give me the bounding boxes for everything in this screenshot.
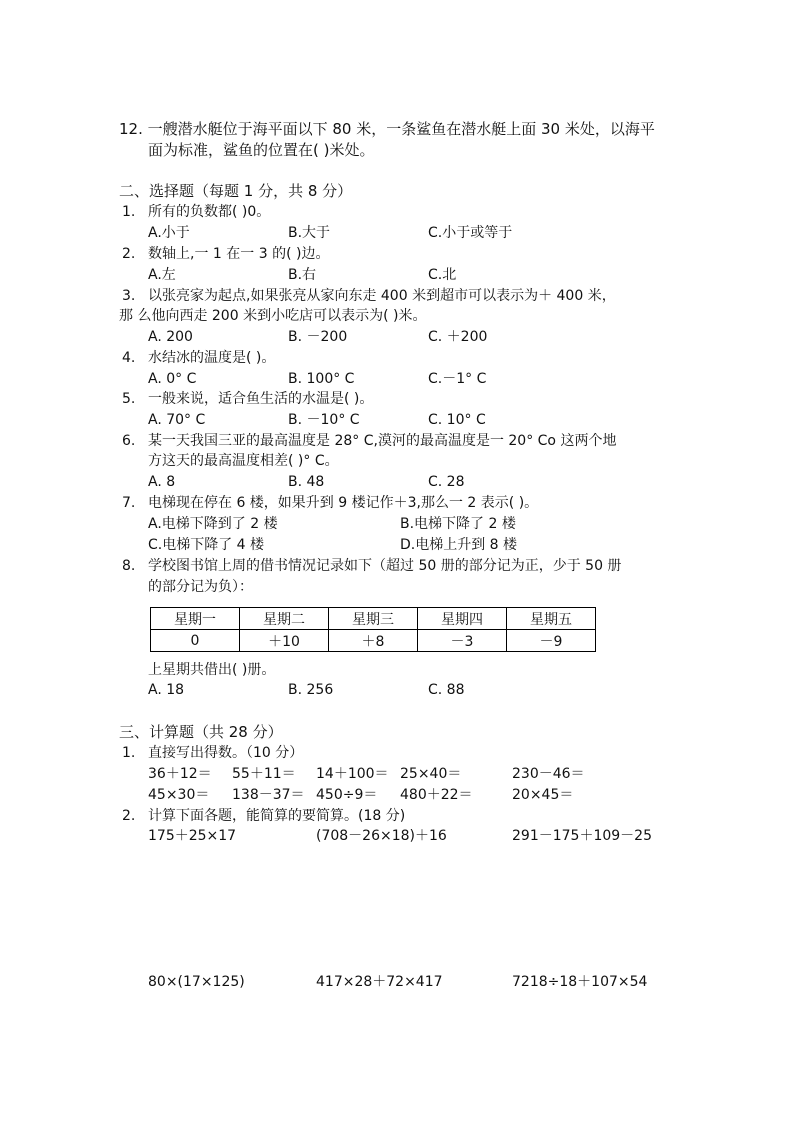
s2-q1-option-c: C.小于或等于 bbox=[428, 225, 513, 241]
s2-q3-text: 以张亮家为起点,如果张亮从家向东走 400 米到超市可以表示为＋ 400 米， bbox=[148, 288, 616, 304]
s2-q3-option-a: A. 200 bbox=[148, 329, 193, 345]
calc-item: 55＋11＝ bbox=[232, 766, 296, 782]
s2-q5-option-a: A. 70° C bbox=[148, 412, 206, 428]
calc-item: 450÷9＝ bbox=[316, 787, 378, 803]
section3-title: 三、计算题（共 28 分） bbox=[119, 723, 283, 741]
s2-q7-num: 7. bbox=[122, 495, 136, 511]
calc-item: 36＋12＝ bbox=[148, 766, 212, 782]
s2-q2-text: 数轴上,一 1 在一 3 的( )边。 bbox=[148, 246, 330, 262]
s2-q7-option-b: B.电梯下降了 2 楼 bbox=[400, 516, 516, 532]
table-header-cell: 星期一 bbox=[151, 608, 240, 630]
s2-q1-option-a: A.小于 bbox=[148, 225, 190, 241]
s2-q7-option-a: A.电梯下降到了 2 楼 bbox=[148, 516, 278, 532]
s3-q2-num: 2. bbox=[122, 808, 136, 824]
table-cell: ＋8 bbox=[329, 630, 418, 652]
table-header-cell: 星期二 bbox=[240, 608, 329, 630]
borrow-record-table bbox=[150, 607, 596, 652]
calc-item: 230－46＝ bbox=[512, 766, 585, 782]
calc-item: 175＋25×17 bbox=[148, 828, 237, 844]
s2-q7-option-d: D.电梯上升到 8 楼 bbox=[400, 537, 518, 553]
calc-item: 25×40＝ bbox=[400, 766, 462, 782]
s2-q6-option-b: B. 48 bbox=[288, 474, 325, 490]
s2-q1-num: 1. bbox=[122, 204, 136, 220]
s2-q3-num: 3. bbox=[122, 288, 136, 304]
calc-item: 14＋100＝ bbox=[316, 766, 389, 782]
calc-item: (708－26×18)＋16 bbox=[316, 828, 447, 844]
s2-q2-option-a: A.左 bbox=[148, 267, 176, 283]
table-cell: －9 bbox=[507, 630, 596, 652]
s2-q5-num: 5. bbox=[122, 391, 136, 407]
s3-q1-text: 直接写出得数。（10 分） bbox=[148, 745, 304, 761]
s2-q6-text2: 方这天的最高温度相差( )° C。 bbox=[148, 453, 339, 469]
s3-q1-num: 1. bbox=[122, 745, 136, 761]
s2-q4-text: 水结冰的温度是( )。 bbox=[148, 350, 276, 366]
s2-q3-option-c: C. ＋200 bbox=[428, 329, 488, 345]
s2-q8-after: 上星期共借出( )册。 bbox=[148, 662, 276, 678]
s2-q2-option-c: C.北 bbox=[428, 267, 457, 283]
table-header-cell: 星期四 bbox=[418, 608, 507, 630]
s2-q5-text: 一般来说，适合鱼生活的水温是( )。 bbox=[148, 391, 374, 407]
s2-q4-option-a: A. 0° C bbox=[148, 371, 197, 387]
s2-q4-num: 4. bbox=[122, 350, 136, 366]
s2-q1-option-b: B.大于 bbox=[288, 225, 331, 241]
table-header-row bbox=[151, 608, 596, 630]
table-cell: －3 bbox=[418, 630, 507, 652]
q12-line1: 12. 一艘潜水艇位于海平面以下 80 米，一条鲨鱼在潜水艇上面 30 米处，以海平 bbox=[119, 120, 655, 138]
calc-item: 291－175＋109－25 bbox=[512, 828, 652, 844]
s3-q2-text: 计算下面各题，能简算的要简算。(18 分) bbox=[148, 808, 406, 824]
s2-q8-option-b: B. 256 bbox=[288, 682, 334, 698]
s2-q8-text2: 的部分记为负）： bbox=[148, 579, 253, 595]
s2-q8-text: 学校图书馆上周的借书情况记录如下（超过 50 册的部分记为正，少于 50 册 bbox=[148, 558, 622, 574]
table-cell: 0 bbox=[151, 630, 240, 652]
s2-q3-text2: 那 么他向西走 200 米到小吃店可以表示为( )米。 bbox=[119, 308, 427, 324]
calc-item: 480＋22＝ bbox=[400, 787, 473, 803]
calc-item: 80×(17×125) bbox=[148, 974, 245, 990]
s2-q7-text: 电梯现在停在 6 楼，如果升到 9 楼记作＋3,那么一 2 表示( )。 bbox=[148, 495, 539, 511]
section2-title: 二、选择题（每题 1 分，共 8 分） bbox=[119, 182, 353, 200]
table-row bbox=[151, 630, 596, 652]
calc-item: 7218÷18＋107×54 bbox=[512, 974, 648, 990]
table-cell: ＋10 bbox=[240, 630, 329, 652]
s2-q8-option-a: A. 18 bbox=[148, 682, 185, 698]
s2-q1-text: 所有的负数都( )0。 bbox=[148, 204, 271, 220]
s2-q8-num: 8. bbox=[122, 558, 136, 574]
calc-item: 45×30＝ bbox=[148, 787, 210, 803]
s2-q5-option-b: B. －10° C bbox=[288, 412, 360, 428]
s2-q6-text: 某一天我国三亚的最高温度是 28° C,漠河的最高温度是一 20° Co 这两个地 bbox=[148, 433, 617, 449]
calc-item: 417×28＋72×417 bbox=[316, 974, 443, 990]
s2-q4-option-c: C.－1° C bbox=[428, 371, 487, 387]
s2-q6-option-c: C. 28 bbox=[428, 474, 465, 490]
s2-q2-option-b: B.右 bbox=[288, 267, 317, 283]
s2-q6-num: 6. bbox=[122, 433, 136, 449]
table-header-cell: 星期五 bbox=[507, 608, 596, 630]
s2-q2-num: 2. bbox=[122, 246, 136, 262]
s2-q3-option-b: B. －200 bbox=[288, 329, 348, 345]
s2-q7-option-c: C.电梯下降了 4 楼 bbox=[148, 537, 265, 553]
q12-line2: 面为标准，鲨鱼的位置在( )米处。 bbox=[148, 141, 375, 159]
calc-item: 20×45＝ bbox=[512, 787, 574, 803]
table-header-cell: 星期三 bbox=[329, 608, 418, 630]
calc-item: 138－37＝ bbox=[232, 787, 305, 803]
s2-q6-option-a: A. 8 bbox=[148, 474, 176, 490]
s2-q5-option-c: C. 10° C bbox=[428, 412, 486, 428]
s2-q8-option-c: C. 88 bbox=[428, 682, 465, 698]
s2-q4-option-b: B. 100° C bbox=[288, 371, 355, 387]
